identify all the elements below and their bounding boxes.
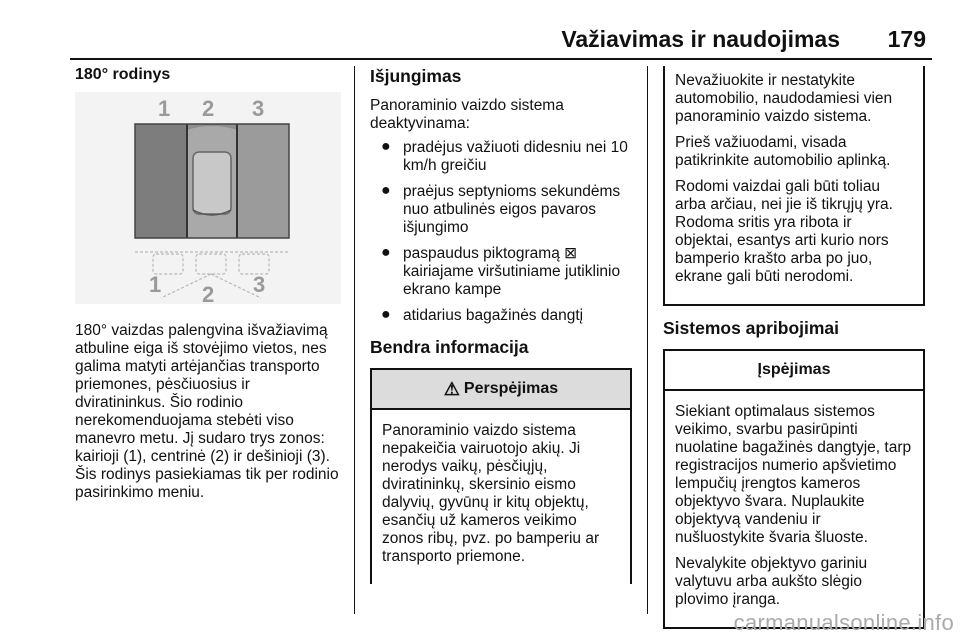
bullet-icon: ● <box>381 182 391 199</box>
section-heading-general-info: Bendra informacija <box>370 337 529 357</box>
camera-zones-illustration <box>75 92 341 304</box>
figure-top-label-3: 3 <box>252 96 265 121</box>
list-item: ● atidarius bagažinės dangtį <box>381 306 584 324</box>
figure-top-label-1: 1 <box>158 96 171 121</box>
page-header <box>70 24 932 60</box>
section-heading-deactivation: Išjungimas <box>370 66 462 86</box>
column-divider-1 <box>354 66 355 614</box>
column-1 <box>75 66 341 506</box>
warning-title: Perspėjimas <box>463 380 559 397</box>
header-rule <box>70 58 932 60</box>
camera-view-figure <box>75 92 341 304</box>
warning-continuation-box <box>663 66 925 306</box>
warning-box <box>370 368 632 584</box>
column-3 <box>663 66 925 629</box>
figure-bottom-label-3: 3 <box>253 272 266 297</box>
column-divider-2 <box>647 66 648 614</box>
list-item: ● paspaudus piktogramą ⊠ kairiajame viršutiniame jutiklinio ekrano kampe <box>381 244 621 298</box>
180-view-description: 180° vaizdas palengvina išvažiavimą atbuline eiga iš stovėjimo vietos, nes galima matyti artėjančias transporto priemones, pėsčiuosius ir dviratininkus. Šio rodinio nerekomenduojama stebėti viso manevro metu. Jį sudaro trys zonos: kairioji (1), centrinė (2) ir dešinioji (3). Šis rodinys pasiekiamas tik per rodinio pasirinkimo meniu. <box>75 322 339 501</box>
bullet-icon: ● <box>381 306 391 323</box>
header-title: Važiavimas ir naudojimas <box>561 26 840 52</box>
figure-bottom-label-2: 2 <box>202 282 215 304</box>
caution-paragraph: Nevalykite objektyvo gariniu valytuvu arba aukšto slėgio plovimo įranga. <box>675 555 868 608</box>
warning-paragraph: Prieš važiuodami, visada patikrinkite automobilio aplinką. <box>675 134 891 169</box>
column-2 <box>370 66 632 584</box>
list-item: ● pradėjus važiuoti didesniu nei 10 km/h greičiu <box>381 138 628 174</box>
deactivation-list <box>370 139 632 325</box>
figure-bottom-label-1: 1 <box>149 272 162 297</box>
warning-header <box>372 370 630 410</box>
section-heading-180-view: 180° rodinys <box>75 66 171 83</box>
caution-box <box>663 349 925 629</box>
watermark: carmanualsonline.info <box>733 610 954 635</box>
warning-paragraph: Rodomi vaizdai gali būti toliau arba arčiau, nei jie iš tikrųjų yra. Rodoma sritis yra ribota ir objektai, esantys arti kurio nors bamperio krašto arba po juo, ekrane gali būti nerodomi. <box>675 178 893 285</box>
warning-text: Panoraminio vaizdo sistema nepakeičia vairuotojo akių. Ji nerodys vaikų, pėsčiųjų, dviratininkų, skersinio eismo dalyvių, gyvūnų ir kitų objektų, esančių už kameros veikimo zonos ribų, pvz. po bamperiu ar transporto priemone. <box>382 422 600 565</box>
caution-header <box>665 351 923 391</box>
warning-triangle-icon: ⚠ <box>443 378 460 399</box>
bullet-icon: ● <box>381 244 391 261</box>
bullet-icon: ● <box>381 138 391 155</box>
caution-paragraph: Siekiant optimalaus sistemos veikimo, svarbu pasirūpinti nuolatine bagažinės dangtyje, tarp registracijos numerio apšvietimo lempučių įrengtos kameros objektyvo švara. Nuplaukite objektyvą vandeniu ir nušluostykite švaria šluoste. <box>675 403 912 546</box>
warning-paragraph: Nevažiuokite ir nestatykite automobilio, naudodamiesi vien panoraminio vaizdo sistema. <box>675 72 893 125</box>
section-heading-limitations: Sistemos apribojimai <box>663 318 840 338</box>
list-item: ● praėjus septynioms sekundėms nuo atbulinės eigos pavaros išjungimo <box>381 182 621 236</box>
figure-top-label-2: 2 <box>202 96 215 121</box>
page-number: 179 <box>887 26 926 52</box>
caution-title: Įspėjimas <box>757 361 831 378</box>
deactivation-intro: Panoraminio vaizdo sistema deaktyvinama: <box>370 97 564 132</box>
